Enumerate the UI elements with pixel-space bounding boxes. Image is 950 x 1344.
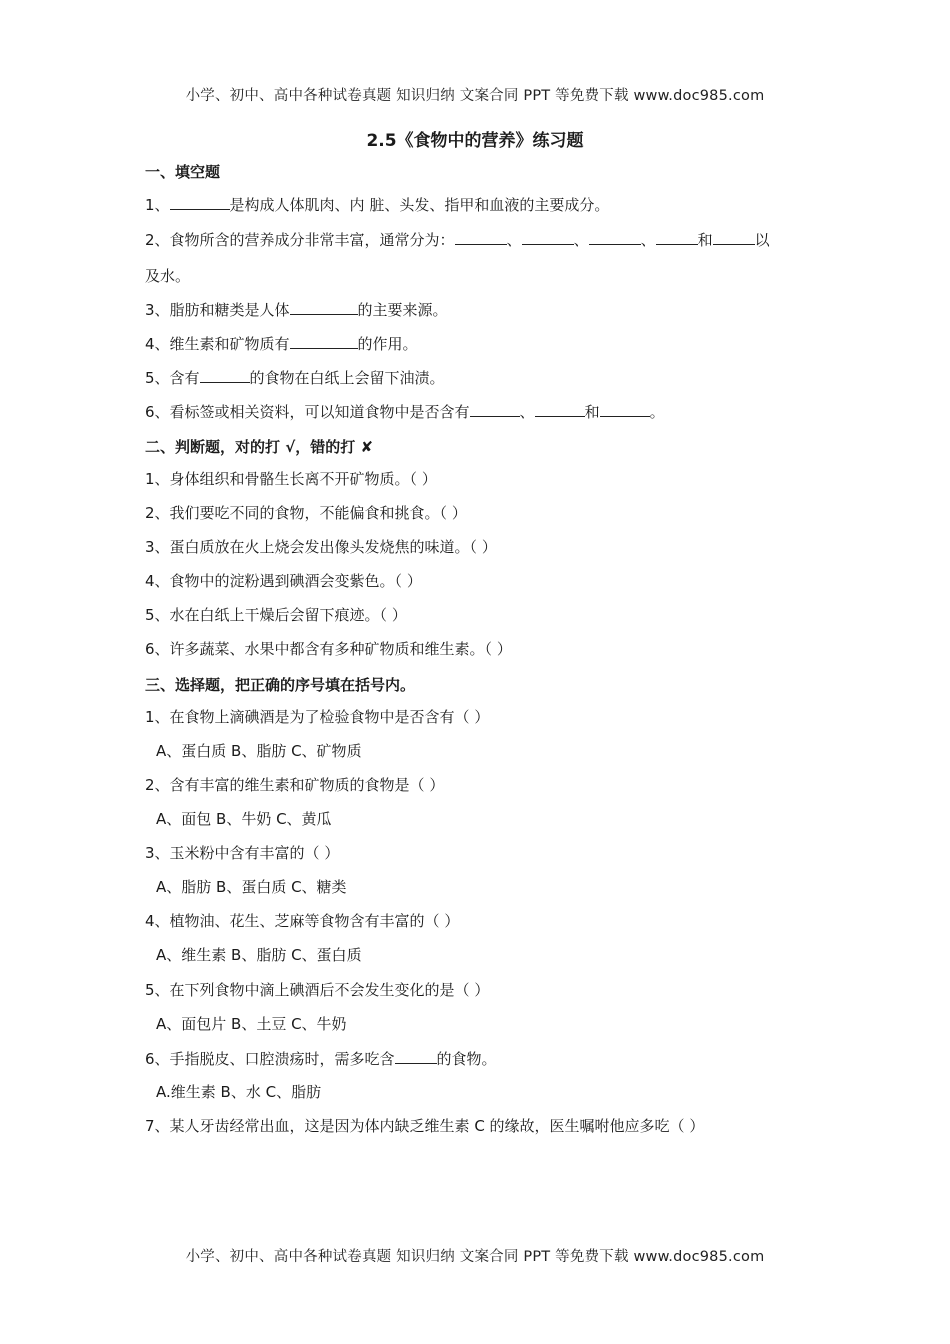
fill-question-1 [145, 194, 609, 215]
fill-question-5 [145, 367, 445, 388]
separator: 、 [519, 403, 535, 421]
conjunction: 和 [584, 403, 600, 421]
question-text: 以 [754, 231, 770, 249]
choice-question-7: 7、某人牙齿经常出血，这是因为体内缺乏维生素 C 的缘故，医生嘱咐他应多吃（ ） [145, 1117, 705, 1135]
judge-question-4: 4、食物中的淀粉遇到碘酒会变紫色。（ ） [145, 572, 422, 590]
choice-options-6: A.维生素 B、水 C、脂肪 [156, 1083, 322, 1101]
answer-blank[interactable] [395, 1048, 437, 1064]
answer-blank[interactable] [290, 299, 358, 315]
choice-question-4: 4、植物油、花生、芝麻等食物含有丰富的（ ） [145, 912, 460, 930]
question-text: 的作用。 [357, 335, 418, 353]
question-number: 1、 [145, 196, 170, 214]
question-text: 的食物。 [436, 1050, 497, 1068]
section-true-false-heading: 二、判断题，对的打 √，错的打 ✘ [145, 438, 374, 456]
question-text: 6、看标签或相关资料，可以知道食物中是否含有 [145, 403, 470, 421]
choice-question-2: 2、含有丰富的维生素和矿物质的食物是（ ） [145, 776, 445, 794]
separator: 、 [573, 231, 589, 249]
answer-blank[interactable] [290, 333, 358, 349]
question-text: 6、手指脱皮、口腔溃疡时，需多吃含 [145, 1050, 395, 1068]
question-text: 的主要来源。 [357, 301, 448, 319]
choice-options-5: A、面包片 B、土豆 C、牛奶 [156, 1015, 347, 1033]
choice-options-3: A、脂肪 B、蛋白质 C、糖类 [156, 878, 347, 896]
page-header: 小学、初中、高中各种试卷真题 知识归纳 文案合同 PPT 等免费下载 www.doc985.com [185, 88, 765, 104]
section-fill-blank-heading: 一、填空题 [145, 163, 221, 181]
question-text: 2、食物所含的营养成分非常丰富，通常分为： [145, 231, 455, 249]
judge-question-1: 1、身体组织和骨骼生长离不开矿物质。（ ） [145, 470, 437, 488]
conjunction: 和 [697, 231, 713, 249]
fill-question-2 [145, 229, 770, 250]
section-choice-heading: 三、选择题，把正确的序号填在括号内。 [145, 676, 416, 694]
worksheet-title: 2.5《食物中的营养》练习题 [366, 131, 584, 151]
choice-question-1: 1、在食物上滴碘酒是为了检验食物中是否含有（ ） [145, 708, 490, 726]
judge-question-6: 6、许多蔬菜、水果中都含有多种矿物质和维生素。（ ） [145, 640, 512, 658]
judge-question-3: 3、蛋白质放在火上烧会发出像头发烧焦的味道。（ ） [145, 538, 497, 556]
separator: 、 [640, 231, 656, 249]
choice-question-6 [145, 1048, 497, 1069]
fill-question-2-continued: 及水。 [145, 267, 191, 285]
choice-question-5: 5、在下列食物中滴上碘酒后不会发生变化的是（ ） [145, 981, 490, 999]
answer-blank[interactable] [656, 229, 698, 245]
question-text: 3、脂肪和糖类是人体 [145, 301, 290, 319]
judge-question-5: 5、水在白纸上干燥后会留下痕迹。（ ） [145, 606, 407, 624]
question-text: 的食物在白纸上会留下油渍。 [249, 369, 445, 387]
fill-question-4 [145, 333, 418, 354]
page-footer: 小学、初中、高中各种试卷真题 知识归纳 文案合同 PPT 等免费下载 www.doc985.com [185, 1249, 765, 1265]
answer-blank[interactable] [170, 194, 230, 210]
choice-question-3: 3、玉米粉中含有丰富的（ ） [145, 844, 340, 862]
choice-options-2: A、面包 B、牛奶 C、黄瓜 [156, 810, 332, 828]
fill-question-6 [145, 401, 665, 422]
question-text: 。 [649, 403, 665, 421]
question-text: 4、维生素和矿物质有 [145, 335, 290, 353]
judge-question-2: 2、我们要吃不同的食物，不能偏食和挑食。（ ） [145, 504, 467, 522]
question-text: 是构成人体肌肉、内 脏、头发、指甲和血液的主要成分。 [229, 196, 610, 214]
answer-blank[interactable] [600, 401, 650, 417]
question-text: 5、含有 [145, 369, 200, 387]
answer-blank[interactable] [589, 229, 641, 245]
answer-blank[interactable] [535, 401, 585, 417]
choice-options-1: A、蛋白质 B、脂肪 C、矿物质 [156, 742, 362, 760]
answer-blank[interactable] [455, 229, 507, 245]
answer-blank[interactable] [522, 229, 574, 245]
fill-question-3 [145, 299, 448, 320]
answer-blank[interactable] [470, 401, 520, 417]
choice-options-4: A、维生素 B、脂肪 C、蛋白质 [156, 946, 362, 964]
answer-blank[interactable] [713, 229, 755, 245]
separator: 、 [506, 231, 522, 249]
answer-blank[interactable] [200, 367, 250, 383]
